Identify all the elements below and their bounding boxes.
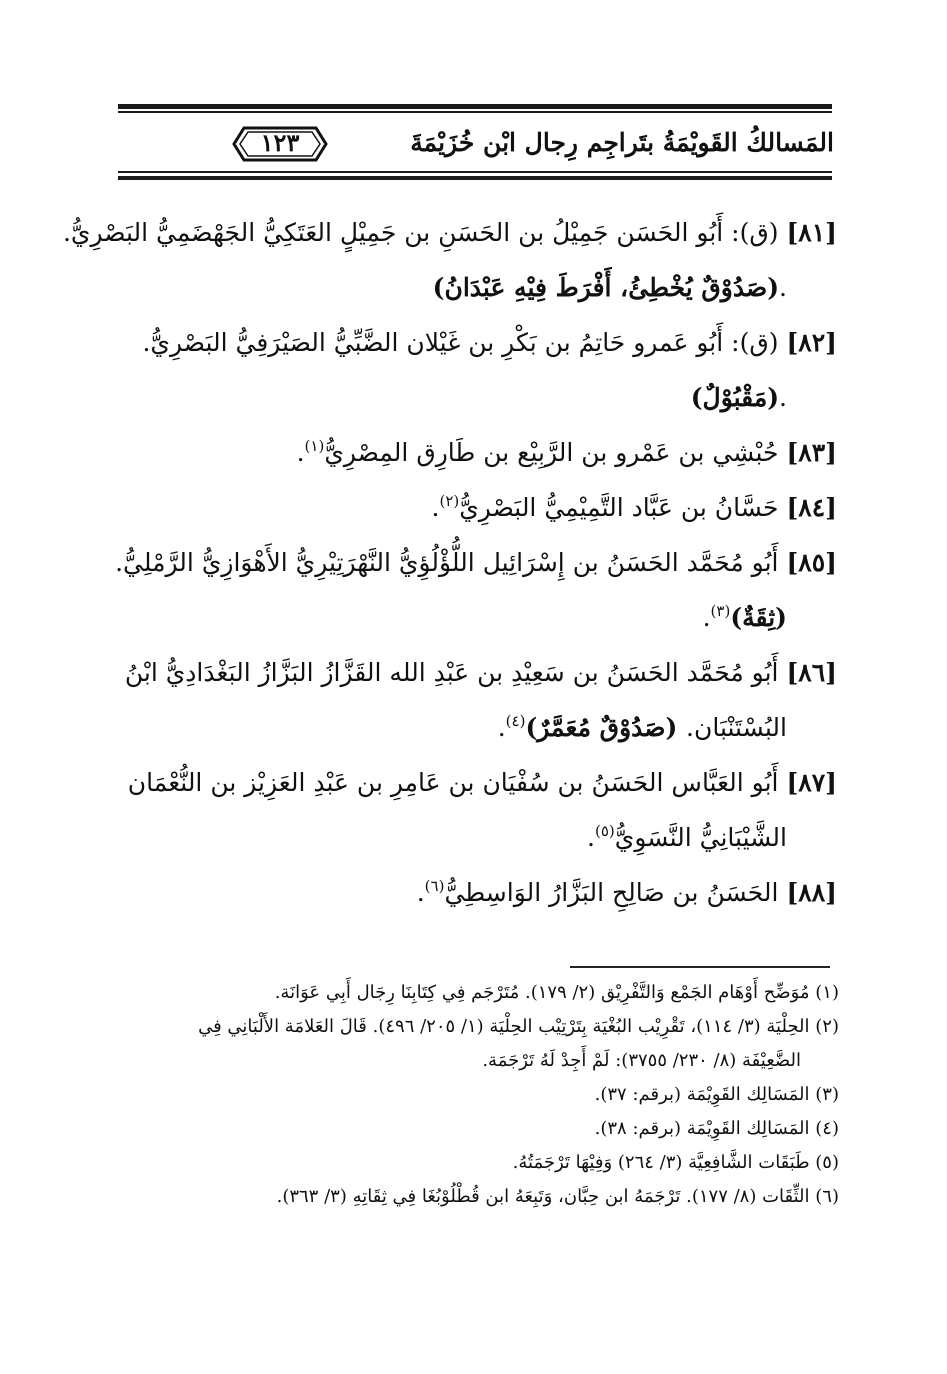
biography-entry [117,535,837,645]
footnote-marker: (٥) [595,822,615,840]
biography-entry [117,315,837,425]
entry-text: أَبُو العَبَّاس الحَسَنُ بن سُفْيَان بن عَامِرِ بن عَبْدِ العَزِيْز بن النُّعْمَان [127,768,779,797]
entry-line [117,645,837,700]
footnote-line: (٤) المَسَالِك القَوِيْمَة (برقم: ٣٨). [594,1118,839,1139]
biography-entries [62,205,837,920]
footnote-marker: (٦) [424,877,445,895]
entry-text: الحَسَنُ بن صَالِحِ البَزَّارُ الوَاسِطِيُّ [444,878,779,907]
entry-number: [٨٣] [786,438,837,467]
header-rule-top [118,104,832,109]
entry-line [117,755,837,810]
footnote [99,1146,839,1180]
entry-number: [٨١] [786,218,837,247]
biography-entry [117,425,837,480]
entry-line [117,810,837,865]
entry-text: أَبُو مُحَمَّد الحَسَنُ بن سَعِيْدِ بن عَبْدِ الله القَزَّازُ البَزَّازُ البَغْدَادِيُّ ابْنُ [124,658,779,687]
entry-punctuation: . [296,438,305,467]
running-header-title: المَسالكُ القَويْمَةُ بتَراجِم رِجال ابْن خُزَيْمَةَ [410,128,834,157]
footnote-marker: (٤) [505,712,526,730]
entry-grade: (صَدُوْقٌ يُخْطِئُ، أَفْرَطَ فِيْهِ عَبْدَانُ) [432,273,780,302]
header-rule-bottom [118,176,832,180]
entry-punctuation: . [497,713,506,742]
entry-text: (ق): أَبُو الحَسَن جَمِيْلُ بن الحَسَنِ بن جَمِيْلٍ العَتَكِيُّ الجَهْضَمِيُّ البَصْرِيُّ. [62,218,779,247]
footnote-line: الضَّعِيْفَة (٨/ ٢٣٠/ ٣٧٥٥): لَمْ أَجِدْ لَهُ تَرْجَمَة. [482,1050,801,1071]
page-number-frame [230,124,330,164]
biography-entry [117,865,837,920]
biography-entry [117,645,837,755]
entry-text: (ق): أَبُو عَمرو حَاتِمُ بن بَكْرِ بن غَيْلان الضَّبِّيُّ الصَيْرَفِيُّ البَصْرِيُّ. [142,328,779,357]
entry-line [117,865,837,920]
footnote-line: (٣) المَسَالِك القَوِيْمَة (برقم: ٣٧). [594,1084,839,1105]
footnote-marker: (١) [304,437,325,455]
entry-text: أَبُو مُحَمَّد الحَسَنُ بن إِسْرَائِيل اللُّؤْلُؤِيُّ النَّهْرَتِيْرِيُّ الأَهْوَازِيُّ الرَّمْلِيُّ. [115,548,779,577]
entry-line [117,590,837,645]
entry-punctuation: . [702,603,711,632]
entry-punctuation: . [431,493,440,522]
entry-grade: (ثِقَةٌ) [730,603,787,632]
footnote [99,1112,839,1146]
footnote-line: (٢) الحِلْيَة (٣/ ١١٤)، تَقْرِيْب البُغْيَة بِتَرْتِيْب الحِلْيَة (١/ ٢٠٥/ ٤٩٦). قَالَ العَلامَة الأَلْبَانِي فِي [198,1016,839,1037]
entry-line [117,535,837,590]
entry-text: الشَّيْبَانِيُّ النَّسَوِيُّ [614,823,787,852]
entry-text: . [779,273,787,302]
footnote [99,1010,839,1078]
footnote-line: (٥) طَبَقَات الشَّافِعِيَّة (٣/ ٢٦٤) وَفِيْهَا تَرْجَمَتُهُ. [512,1152,839,1173]
entry-line [117,260,837,315]
footnote [99,1078,839,1112]
footnote-marker: (٢) [439,492,460,510]
biography-entry [117,755,837,865]
entry-line [117,480,837,535]
footnote [99,1180,839,1214]
entry-number: [٨٢] [786,328,837,357]
entry-number: [٨٦] [786,658,837,687]
entry-line [62,205,837,260]
entry-text: البُسْتَنْبَان. [686,713,787,742]
header-rule-bottom-thin [118,171,832,173]
entry-grade: (صَدُوْقٌ مُعَمَّرٌ) [525,713,687,742]
header-rule-top-thin [118,111,832,113]
page-number: ١٢٣ [260,128,300,157]
footnote-line: (١) مُوَضِّح أَوْهَام الجَمْع وَالتَّفْرِيْق (٢/ ١٧٩). مُتَرْجَم فِي كِتَابِنَا رِجَال أَبِي عَوَانَة. [274,982,839,1003]
footnote-line: (٦) الثِّقَات (٨/ ١٧٧). تَرْجَمَهُ ابن حِبَّان، وَتَبِعَهُ ابن قُطْلُوْبُغَا فِي ثِقَاتِهِ (٣/ ٣٦٣). [276,1186,839,1207]
entry-number: [٨٨] [786,878,837,907]
entry-grade: (مَقْبُوْلٌ) [690,383,780,412]
biography-entry [117,480,837,535]
footnote [99,976,839,1010]
entry-line [117,425,837,480]
entry-text: حَسَّانُ بن عَبَّاد التَّمِيْمِيُّ البَصْرِيُّ [459,493,779,522]
entry-number: [٨٧] [786,768,837,797]
footnotes [99,976,839,1214]
entry-line [117,700,837,755]
entry-text: حُبْشِي بن عَمْرو بن الرَّبِيْع بن طَارِق المِصْرِيُّ [324,438,779,467]
footnote-separator [570,966,830,968]
entry-line [117,370,837,425]
entry-number: [٨٤] [786,493,837,522]
entry-punctuation: . [587,823,595,852]
entry-punctuation: . [416,878,425,907]
biography-entry [62,205,837,315]
entry-number: [٨٥] [786,548,837,577]
footnote-marker: (٣) [710,602,731,620]
entry-line [117,315,837,370]
entry-text: . [779,383,787,412]
